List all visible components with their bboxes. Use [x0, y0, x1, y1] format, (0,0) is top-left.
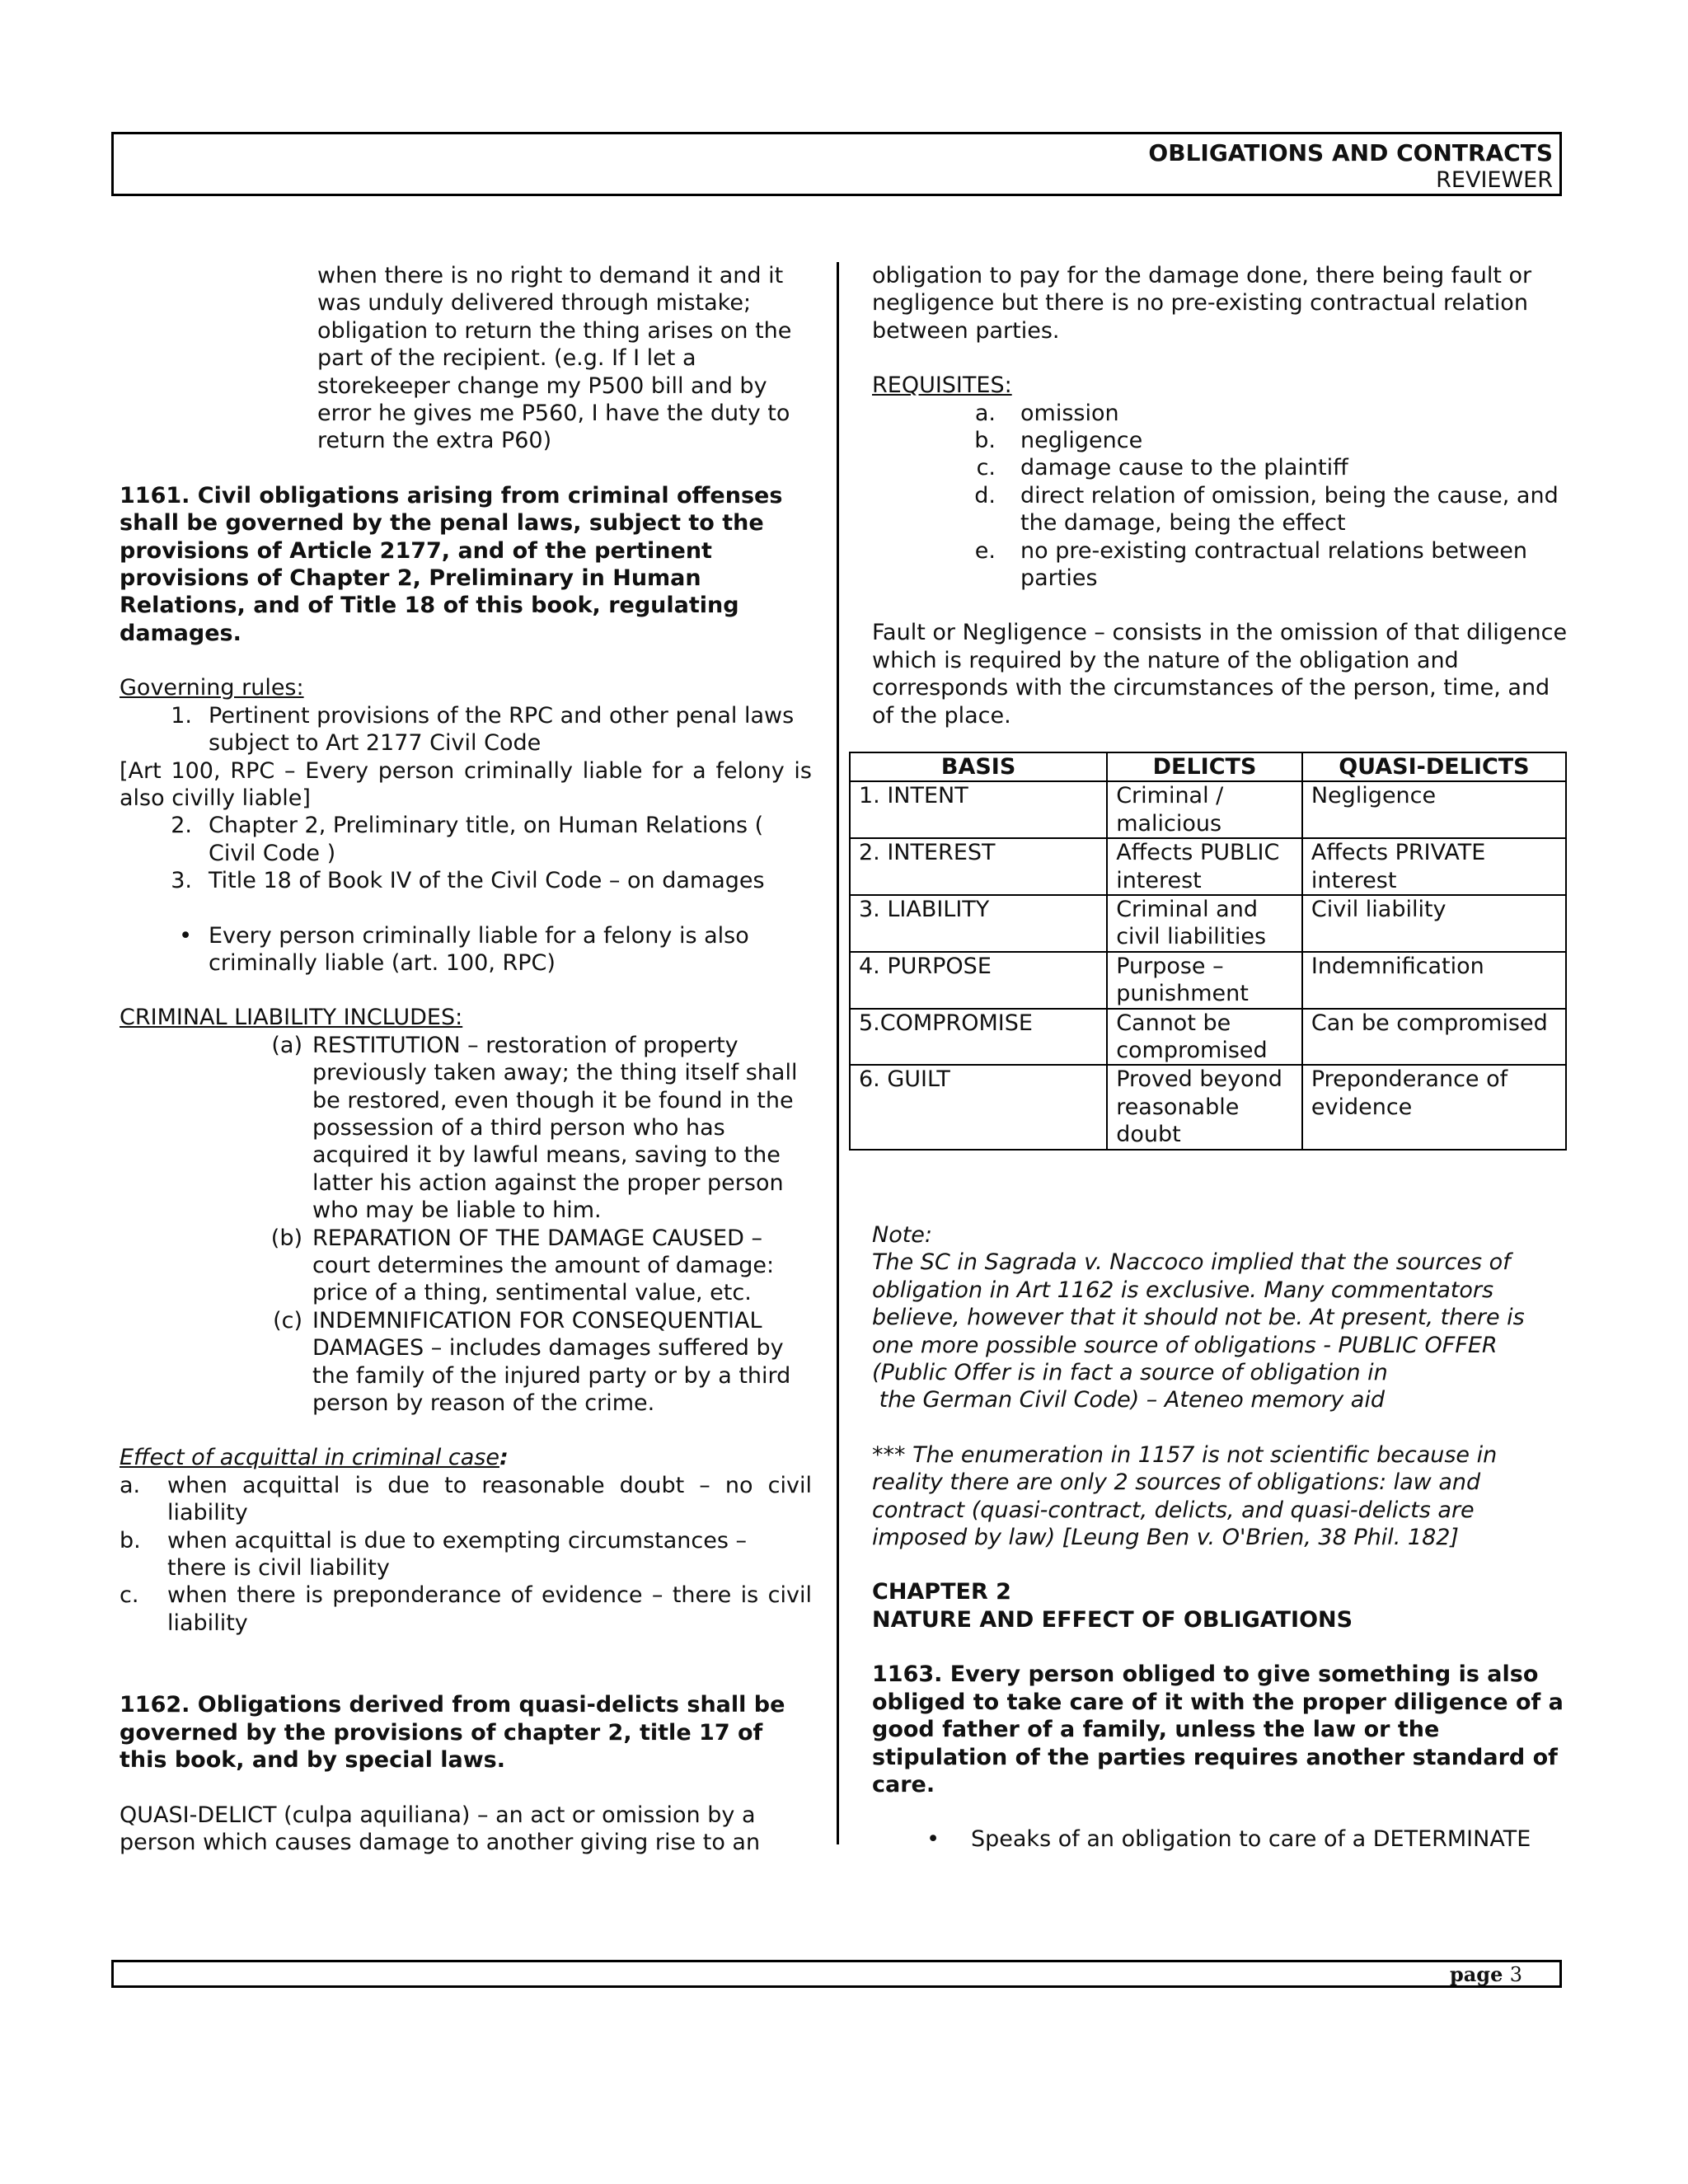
- acquittal-a: a. when acquittal is due to reasonable doubt – no civil liability: [120, 1472, 812, 1526]
- criminal-liability-heading: CRIMINAL LIABILITY INCLUDES:: [120, 1005, 463, 1031]
- table-cell: Negligence: [1302, 781, 1566, 838]
- right-column-bottom: [872, 1221, 1573, 1854]
- quasi-delict-continuation: obligation to pay for the damage done, there being fault or negligence but there is no pre-existing contractual relation between parties.: [872, 263, 1532, 344]
- table-row: [850, 952, 1566, 1009]
- table-cell: 6. GUILT: [850, 1065, 1107, 1149]
- note-text: The SC in Sagrada v. Naccoco implied that the sources of obligation in Art 1162 is exclusive. Many commentators believe, however that it should not be. At present, there is one more possible source of obligations - PUBLIC OFFER (Public Offer is in fact a source of obligation in: [872, 1249, 1525, 1386]
- governing-rule-3: 3. Title 18 of Book IV of the Civil Code – on damages: [171, 868, 765, 894]
- requisites-heading: REQUISITES:: [872, 373, 1012, 399]
- criminal-liability-a: (a) RESTITUTION – restoration of property previously taken away; the thing itself shall be restored, even though it be found in the possession of a third person who has acquired it by lawful means, saving to the latter his action against the proper person who may be liable to him.: [271, 1032, 798, 1224]
- bullet-icon: •: [926, 1826, 940, 1853]
- governing-rule-2: 2. Chapter 2, Preliminary title, on Human Relations ( Civil Code ): [171, 813, 764, 866]
- table-header-cell: DELICTS: [1107, 752, 1302, 781]
- table-header-cell: BASIS: [850, 752, 1107, 781]
- header-subtitle: REVIEWER: [1436, 167, 1553, 193]
- intro-paragraph: when there is no right to demand it and it was unduly delivered through mistake; obligation to return the thing arises on the part of the recipient. (e.g. If I let a storekeeper change my P500 bill and by error he gives me P560, I have the duty to return the extra P60): [317, 263, 792, 454]
- table-row: [850, 781, 1566, 838]
- requisite-e: e. no pre-existing contractual relations between parties: [974, 537, 1527, 592]
- page-footer: [111, 1960, 1562, 1988]
- column-divider: [837, 262, 839, 1844]
- table-cell: Affects PUBLIC interest: [1107, 838, 1302, 895]
- table-cell: 2. INTEREST: [850, 838, 1107, 895]
- acquittal-b: b. when acquittal is due to exempting circumstances – there is civil liability: [120, 1527, 748, 1582]
- bullet-icon: •: [179, 922, 192, 949]
- bullet-item: • Speaks of an obligation to care of a DETERMINATE: [872, 1825, 1573, 1853]
- governing-rules-heading: Governing rules:: [120, 675, 304, 701]
- table-cell: Cannot be compromised: [1107, 1009, 1302, 1066]
- chapter-title: NATURE AND EFFECT OF OBLIGATIONS: [872, 1606, 1353, 1633]
- bullet-item: • Every person criminally liable for a felony is also criminally liable (art. 100, RPC): [120, 922, 812, 977]
- acquittal-heading: Effect of acquittal in criminal case:: [120, 1445, 509, 1471]
- requisite-a: a. omission: [974, 400, 1119, 426]
- table-row: [850, 1065, 1566, 1149]
- criminal-liability-c: (c) INDEMNIFICATION FOR CONSEQUENTIAL DAMAGES – includes damages suffered by the family of the injured party or by a third person by reason of the crime.: [273, 1307, 791, 1417]
- table-row: [850, 1009, 1566, 1066]
- page-number: page 3: [1449, 1962, 1522, 1986]
- governing-note: [Art 100, RPC – Every person criminally liable for a felony is also civilly liable]: [120, 757, 812, 811]
- requisite-c: c. damage cause to the plaintiff: [976, 455, 1348, 481]
- chapter-number: CHAPTER 2: [872, 1579, 1011, 1605]
- table-cell: Preponderance of evidence: [1302, 1065, 1566, 1149]
- right-column-top: [872, 262, 1573, 729]
- table-cell: Proved beyond reasonable doubt: [1107, 1065, 1302, 1149]
- table-cell: Criminal and civil liabilities: [1107, 895, 1302, 952]
- header-title: OBLIGATIONS AND CONTRACTS: [1148, 139, 1553, 166]
- table-row: [850, 895, 1566, 952]
- requisite-b: b. negligence: [974, 428, 1143, 454]
- table-cell: 4. PURPOSE: [850, 952, 1107, 1009]
- table-cell: Can be compromised: [1302, 1009, 1566, 1066]
- table-row: [850, 838, 1566, 895]
- article-1163: 1163. Every person obliged to give something is also obliged to take care of it with the proper diligence of a good father of a family, unless the law or the stipulation of the parties requires another standard of care.: [872, 1661, 1564, 1797]
- note-label: Note:: [872, 1222, 933, 1248]
- table-cell: Purpose – punishment: [1107, 952, 1302, 1009]
- table-cell: 3. LIABILITY: [850, 895, 1107, 952]
- left-column: [120, 262, 812, 1856]
- governing-rule-1: 1. Pertinent provisions of the RPC and other penal laws subject to Art 2177 Civil Code: [171, 702, 795, 757]
- table-cell: Criminal / malicious: [1107, 781, 1302, 838]
- table-cell: 1. INTENT: [850, 781, 1107, 838]
- page-header: [111, 132, 1562, 196]
- note-text-continued: the German Civil Code) – Ateneo memory aid: [872, 1387, 1385, 1413]
- table-cell: Affects PRIVATE interest: [1302, 838, 1566, 895]
- table-cell: Civil liability: [1302, 895, 1566, 952]
- delicts-comparison-table: [849, 752, 1567, 1151]
- article-1161: 1161. Civil obligations arising from criminal offenses shall be governed by the penal laws, subject to the provisions of Article 2177, and of the pertinent provisions of Chapter 2, Preliminary in Human Relations, and of Title 18 of this book, regulating damages.: [120, 482, 783, 646]
- table-header-cell: QUASI-DELICTS: [1302, 752, 1566, 781]
- table-header-row: [850, 752, 1566, 781]
- enumeration-note: *** The enumeration in 1157 is not scientific because in reality there are only 2 sources of obligations: law and contract (quasi-contract, delicts, and quasi-delicts are imposed by law) [Leung Ben v. O'Brien, 38 Phil. 182]: [872, 1441, 1498, 1551]
- criminal-liability-b: (b) REPARATION OF THE DAMAGE CAUSED – court determines the amount of damage: price of a thing, sentimental value, etc.: [270, 1225, 775, 1306]
- article-1162: 1162. Obligations derived from quasi-delicts shall be governed by the provisions of chapter 2, title 17 of this book, and by special laws.: [120, 1692, 785, 1774]
- requisite-d: d. direct relation of omission, being the cause, and the damage, being the effect: [974, 482, 1559, 537]
- table-cell: Indemnification: [1302, 952, 1566, 1009]
- acquittal-c: c. when there is preponderance of evidence – there is civil liability: [120, 1582, 812, 1636]
- quasi-delict-definition: QUASI-DELICT (culpa aquiliana) – an act or omission by a person which causes damage to another giving rise to an: [120, 1802, 761, 1855]
- table-cell: 5.COMPROMISE: [850, 1009, 1107, 1066]
- fault-negligence-definition: Fault or Negligence – consists in the omission of that diligence which is required by the nature of the obligation and corresponds with the circumstances of the person, time, and of the place.: [872, 620, 1568, 729]
